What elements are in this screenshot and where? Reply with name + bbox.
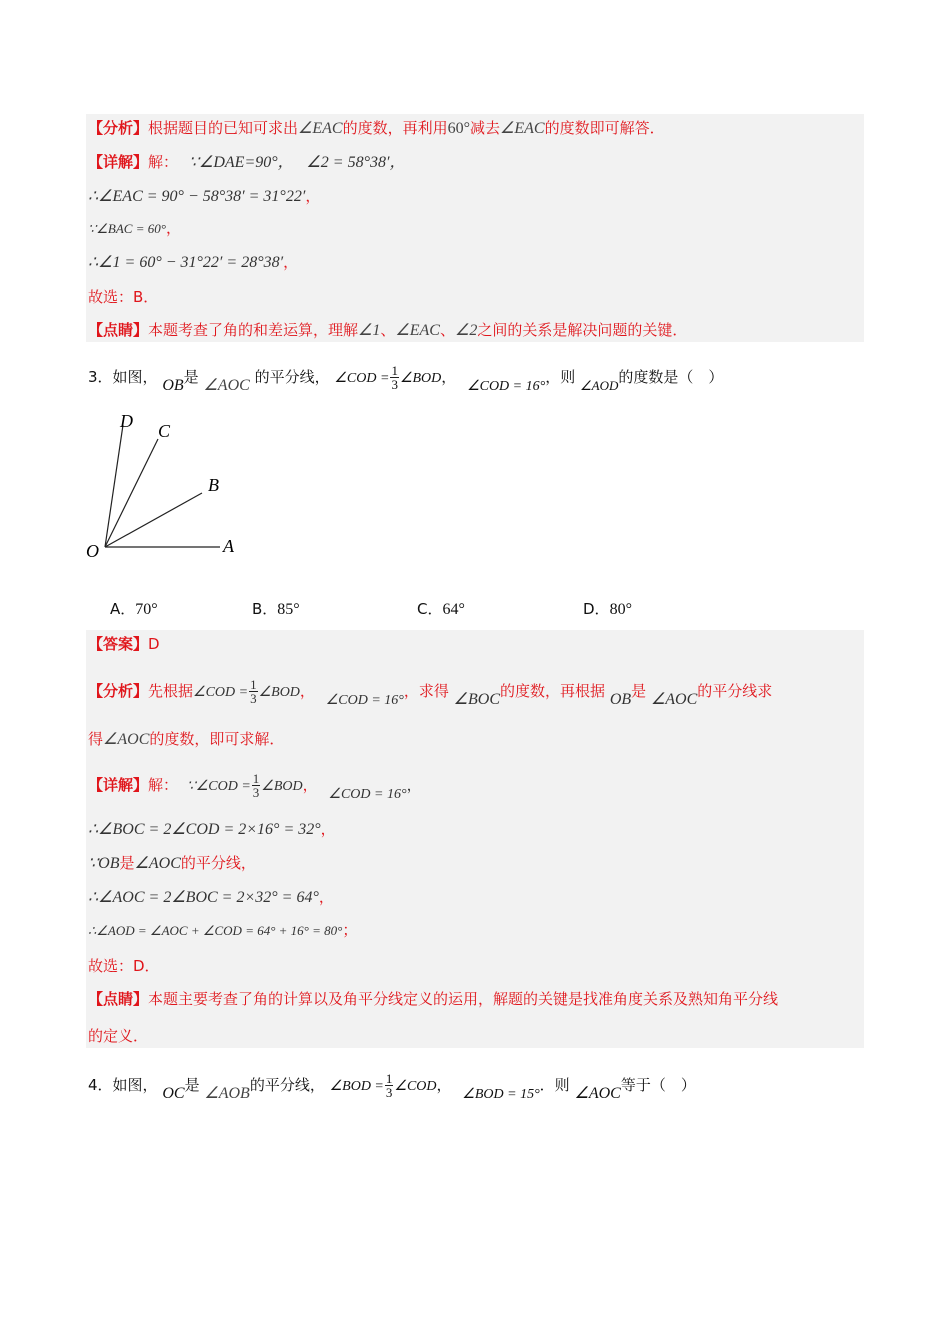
math-line: ∴∠BOC = 2∠COD = 2×16° = 32° [88, 821, 321, 838]
text: 的度数，再利用 [342, 119, 448, 137]
point-label: 【点睛】 [88, 321, 149, 339]
text: 的度数即可解答． [544, 119, 665, 137]
derivation-line-bisector [88, 853, 256, 874]
text: 是 [183, 368, 199, 386]
math-cod-16: ∠COD = 16° [325, 693, 404, 708]
option-a[interactable] [110, 598, 158, 619]
label-c: C [158, 421, 171, 441]
label-d: D [120, 411, 133, 431]
fraction-one-third [249, 678, 258, 705]
text: 是 [631, 682, 647, 700]
detail-label: 【详解】 [88, 153, 149, 171]
text: ， [320, 820, 336, 838]
angle-figure [80, 405, 250, 565]
math-aoc: ∠AOC [203, 377, 250, 394]
math-cod-16: ∠COD = 16° [467, 379, 546, 394]
frac-num: 1 [252, 771, 260, 786]
math-cod: ∠COD [394, 1079, 437, 1094]
option-value: 80° [609, 601, 632, 618]
choice-text: 故选：D． [88, 957, 160, 975]
math-bod: ∠BOD [258, 685, 300, 700]
math-eac: ∠EAC [500, 120, 545, 137]
math-bod: ∠BOD [261, 779, 303, 794]
math-cod: ∠COD = [193, 685, 249, 700]
frac-num: 1 [250, 677, 257, 692]
text: 本题考查了角的和差运算，理解 [148, 321, 359, 339]
frac-den: 3 [250, 691, 257, 706]
ray-ob [105, 493, 202, 547]
derivation-line-boc [88, 819, 336, 840]
text: ，则 [545, 368, 576, 386]
derivation-line-bac [88, 218, 181, 239]
math-bod: ∠BOD = [329, 1079, 384, 1094]
text: 解： [148, 153, 179, 171]
choice-line-1 [88, 287, 158, 307]
answer-line [88, 634, 160, 654]
detail-line-2 [88, 771, 422, 802]
text: 的平分线， [180, 854, 256, 872]
math-line: ∴∠AOD = ∠AOC + ∠COD = 64° + 16° = 80° [88, 923, 343, 938]
option-letter: D． [583, 600, 610, 618]
math-aoc: ∠AOC [574, 1085, 621, 1102]
frac-den: 3 [385, 1085, 393, 1100]
solution-box-1 [86, 114, 864, 342]
analysis-label: 【分析】 [88, 119, 149, 137]
derivation-line-aod [88, 920, 357, 941]
text: 、 [439, 321, 455, 339]
math-bod: ∠BOD [399, 371, 442, 386]
frac-num: 1 [391, 363, 398, 378]
option-letter: B． [252, 600, 278, 618]
choice-text: 故选：B． [88, 288, 159, 306]
math-angle2: ∠2 [454, 322, 478, 339]
analysis-label: 【分析】 [88, 682, 149, 700]
derivation-line-angle1 [88, 252, 298, 273]
point-line-2b [88, 1026, 148, 1046]
option-b[interactable] [252, 598, 300, 619]
text: 的平分线求 [697, 682, 773, 700]
text: ， [299, 682, 315, 700]
math-boc: ∠BOC [453, 691, 501, 708]
math-aoc: ∠AOC [103, 731, 150, 748]
text: ， [165, 219, 181, 237]
math-cod: ∵∠COD = [186, 779, 251, 794]
math-cod: ∠COD = [334, 371, 390, 386]
choice-line-2 [88, 956, 160, 976]
analysis-line-2b [88, 729, 284, 750]
math-eac: ∠EAC [298, 120, 343, 137]
option-value: 70° [135, 601, 158, 618]
math-oc: OC [162, 1085, 185, 1102]
option-value: 85° [277, 601, 300, 618]
answer-value: D [148, 635, 160, 653]
math-angle2: ∠2 = 58°38′， [306, 154, 406, 171]
math-line: ∴∠EAC = 90° − 58°38′ = 31°22′ [88, 188, 306, 205]
text: ， [302, 776, 318, 794]
text: 本题主要考查了角的计算以及角平分线定义的运用，解题的关键是找准角度关系及熟知角平分线 [148, 990, 779, 1008]
point-line-2a [88, 989, 778, 1009]
label-a: A [223, 536, 234, 556]
text: 之间的关系是解决问题的关键． [477, 321, 688, 339]
text: ， [406, 776, 422, 794]
label-b: B [208, 475, 219, 495]
text: 是 [184, 1076, 200, 1094]
option-letter: A． [110, 600, 136, 618]
question-number: 3．如图， [88, 368, 158, 386]
fraction-one-third [385, 1072, 394, 1099]
math-aob: ∠AOB [204, 1085, 250, 1102]
text: ， [305, 187, 321, 205]
math-cod-16: ∠COD = 16° [328, 787, 407, 802]
text: 先根据 [148, 682, 194, 700]
analysis-line-2a [88, 677, 773, 708]
answer-label: 【答案】 [88, 635, 149, 653]
text: 的定义． [88, 1027, 149, 1045]
text: 、 [380, 321, 396, 339]
math-angle1: ∠1 [358, 322, 381, 339]
text: 减去 [470, 119, 501, 137]
frac-den: 3 [391, 377, 398, 392]
option-c[interactable] [417, 598, 465, 619]
text: ， [436, 1076, 452, 1094]
text: 的度数，即可求解． [149, 730, 285, 748]
option-value: 64° [442, 601, 465, 618]
question-3 [88, 363, 724, 394]
detail-label: 【详解】 [88, 776, 149, 794]
math-line: ∴∠1 = 60° − 31°22′ = 28°38′ [88, 254, 284, 271]
derivation-line-aoc [88, 887, 334, 908]
text: 的度数是（ ） [618, 368, 724, 386]
text: 得 [88, 730, 104, 748]
text: 是 [119, 854, 135, 872]
question-4 [88, 1071, 696, 1102]
text: ， [318, 888, 334, 906]
text: ，求得 [403, 682, 449, 700]
text: 的平分线， [254, 368, 330, 386]
frac-num: 1 [385, 1071, 393, 1086]
math-line: ∵∠BAC = 60° [88, 221, 166, 236]
text: ， [441, 368, 457, 386]
analysis-line-1 [88, 118, 665, 139]
point-line-1 [88, 320, 687, 341]
math-ob: OB [609, 691, 632, 708]
math-60: 60° [447, 120, 471, 137]
derivation-line-eac [88, 186, 320, 207]
option-letter: C． [417, 600, 443, 618]
text: 根据题目的已知可求出 [148, 119, 299, 137]
math-aod: ∠AOD [580, 378, 619, 393]
text: 等于（ ） [620, 1076, 696, 1094]
point-label: 【点睛】 [88, 990, 149, 1008]
detail-line-1 [88, 152, 405, 173]
fraction-one-third [252, 772, 261, 799]
option-d[interactable] [583, 598, 632, 619]
math-aoc: ∠AOC [650, 691, 698, 708]
math-eac: ∠EAC [395, 322, 440, 339]
text: ．则 [539, 1076, 570, 1094]
math-ob: ∵OB [88, 855, 120, 872]
math-ob: OB [162, 377, 184, 394]
question-number: 4．如图， [88, 1076, 158, 1094]
frac-den: 3 [252, 785, 260, 800]
text: 解： [148, 776, 179, 794]
math-line: ∴∠AOC = 2∠BOC = 2×32° = 64° [88, 889, 319, 906]
math-dae: ∵∠DAE=90°， [188, 154, 294, 171]
label-o: O [86, 541, 99, 561]
text: 的平分线， [249, 1076, 325, 1094]
math-aoc: ∠AOC [134, 855, 181, 872]
math-bod-15: ∠BOD = 15° [462, 1087, 540, 1102]
fraction-one-third [390, 364, 399, 391]
text: ， [283, 253, 299, 271]
text: 的度数，再根据 [500, 682, 606, 700]
text: ； [342, 921, 358, 939]
